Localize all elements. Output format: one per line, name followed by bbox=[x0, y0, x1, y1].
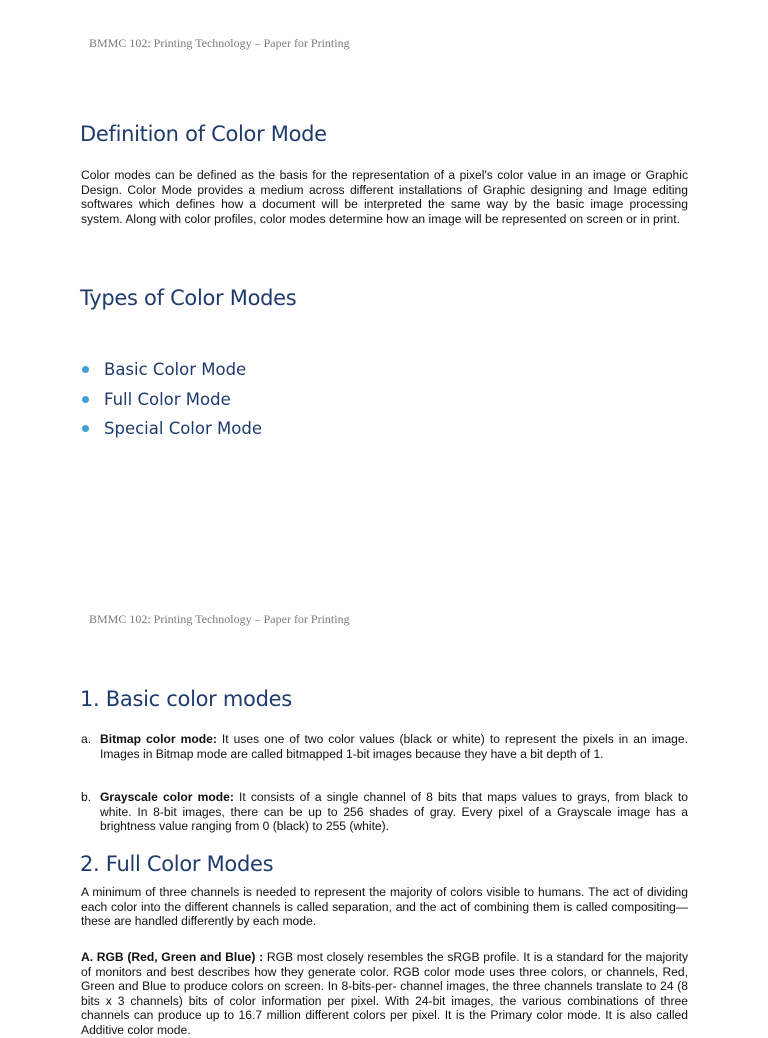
page-header: BMMC 102: Printing Technology – Paper for Printing bbox=[89, 36, 350, 50]
rgb-term: A. RGB (Red, Green and Blue) : bbox=[81, 950, 264, 964]
heading-definition-of-color-mode: Definition of Color Mode bbox=[80, 122, 327, 146]
bullet-icon bbox=[82, 396, 89, 403]
list-item bbox=[80, 358, 262, 388]
item-term: Bitmap color mode: bbox=[100, 732, 217, 746]
heading-types-of-color-modes: Types of Color Modes bbox=[80, 286, 297, 310]
list-item-label: Basic Color Mode bbox=[104, 360, 247, 379]
list-item-label: Special Color Mode bbox=[104, 419, 262, 438]
page-header-2: BMMC 102: Printing Technology – Paper for Printing bbox=[89, 612, 350, 626]
heading-basic-color-modes: 1. Basic color modes bbox=[80, 687, 292, 711]
item-description: It uses one of two color values (black or white) to represent the pixels in an image. Images in Bitmap mode are called bitmapped 1-bit images because they have a bit depth of 1. bbox=[100, 732, 688, 761]
heading-full-color-modes: 2. Full Color Modes bbox=[80, 852, 274, 876]
list-item bbox=[80, 417, 262, 447]
item-marker: b. bbox=[81, 790, 92, 804]
bullet-icon bbox=[82, 425, 89, 432]
color-mode-types-list bbox=[80, 358, 262, 447]
rgb-description: RGB most closely resembles the sRGB profile. It is a standard for the majority of monitors and best describes how they generate color. RGB color mode uses three colors, or channels, Red, Green and Blue to produce colors on screen. In 8-bits-per- channel images, the three channels translate to 24 (8 bits x 3 channels) bits of color information per pixel. With 24-bit images, the various combinations of three channels can produce up to 16.7 million different colors per pixel. It is the Primary color mode. It is also called Additive color mode. bbox=[81, 950, 689, 1037]
item-term: Grayscale color mode: bbox=[100, 790, 234, 804]
list-item-label: Full Color Mode bbox=[104, 389, 231, 409]
bullet-icon bbox=[82, 366, 89, 373]
item-marker: a. bbox=[81, 732, 92, 746]
paragraph-definition: Color modes can be defined as the basis for the representation of a pixel's color value in an image or Graphic Design. Color Mode provides a medium across different installations of Graphic designing and Image editing softwares which defines how a document will be interpreted the same way by the basic image processing system. Along with color profiles, color modes determine how an image will be represented on screen or in print. bbox=[81, 168, 688, 226]
item-description: It consists of a single channel of 8 bits that maps values to grays, from black to white. In 8-bit images, there can be up to 256 shades of gray. Every pixel of a Grayscale image has a brightness value ranging from 0 (black) to 255 (white). bbox=[100, 790, 688, 834]
grayscale-mode-item bbox=[81, 790, 688, 834]
paragraph-rgb bbox=[81, 950, 688, 1038]
bitmap-mode-item bbox=[81, 732, 688, 761]
paragraph-full-color: A minimum of three channels is needed to represent the majority of colors visible to humans. The act of dividing each color into the different channels is called separation, and the act of combining them is called compositing— these are handled differently by each mode. bbox=[81, 885, 688, 929]
list-item bbox=[80, 388, 262, 418]
